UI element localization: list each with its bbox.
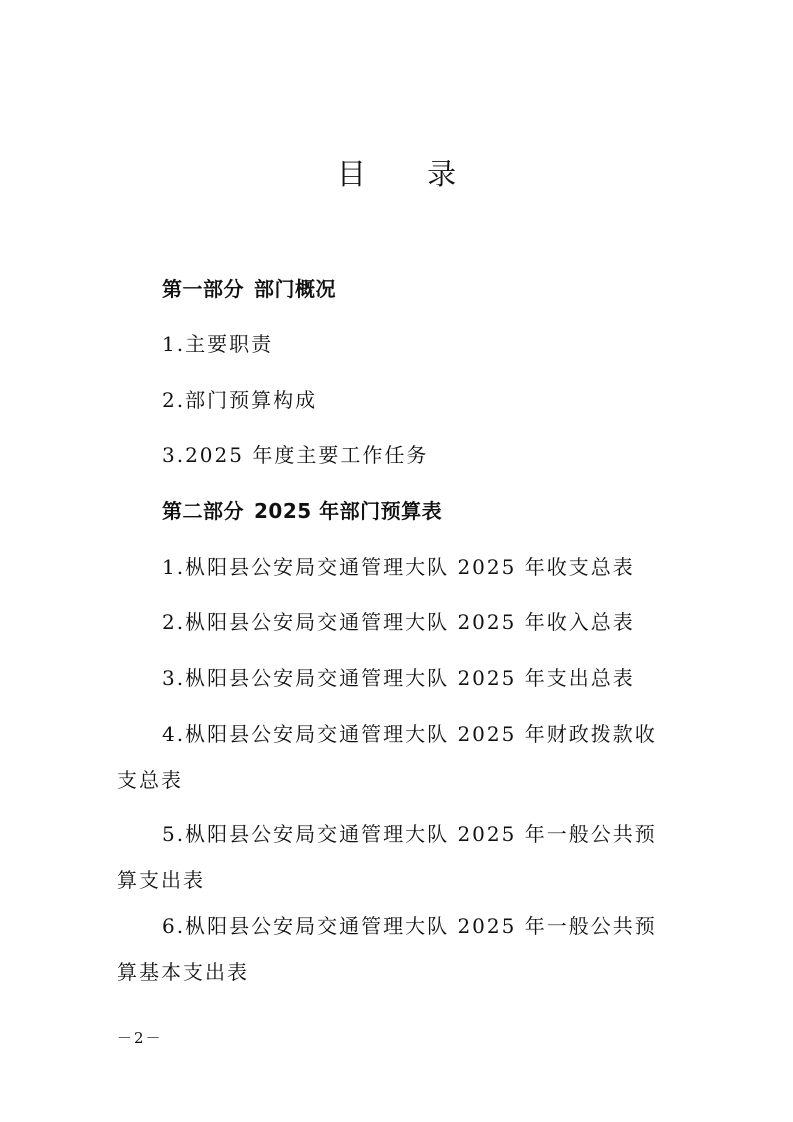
toc-item-label: 2.部门预算构成 (162, 388, 318, 412)
toc-item-label: 2.枞阳县公安局交通管理大队 2025 年收入总表 (162, 610, 635, 634)
page-number: －2－ (117, 1029, 163, 1047)
toc-item-part2-2[interactable] (117, 599, 677, 645)
toc-item-label: 3.枞阳县公安局交通管理大队 2025 年支出总表 (162, 666, 635, 690)
toc-item-part1-2[interactable] (117, 377, 677, 423)
toc-item-part2-4[interactable]: 4.枞阳县公安局交通管理大队 2025 年财政拨款收支总表 (117, 722, 657, 792)
toc-item-label: 1.主要职责 (162, 332, 274, 356)
toc-item-part2-1[interactable] (117, 544, 677, 590)
toc-item-label: 3.2025 年度主要工作任务 (162, 443, 429, 467)
part1-subheading-label: 部门概况 (254, 277, 336, 301)
toc-item-part2-5[interactable]: 5.枞阳县公安局交通管理大队 2025 年一般公共预算支出表 (117, 822, 657, 892)
toc-item-part2-3[interactable] (117, 655, 677, 701)
toc-title: 目 录 (336, 157, 483, 191)
part1-heading (162, 266, 336, 312)
part1-heading-label: 第一部分 (162, 277, 244, 301)
part2-subheading-label: 2025 年部门预算表 (254, 499, 443, 523)
toc-item-part2-6[interactable]: 6.枞阳县公安局交通管理大队 2025 年一般公共预算基本支出表 (117, 914, 657, 984)
toc-item-part1-1[interactable] (117, 321, 677, 367)
toc-item-part1-3[interactable] (117, 432, 677, 478)
toc-item-label: 1.枞阳县公安局交通管理大队 2025 年收支总表 (162, 555, 635, 579)
part2-heading-label: 第二部分 (162, 499, 244, 523)
part2-heading (162, 488, 442, 534)
